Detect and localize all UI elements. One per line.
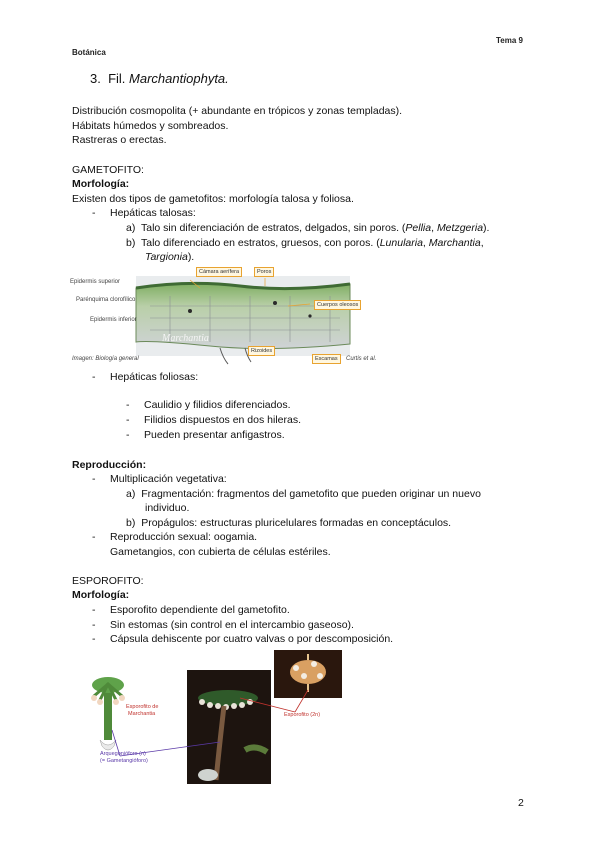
label-parenquima: Parénquima clorofílico	[76, 297, 136, 303]
reproduccion-sexual-note: Gametangios, con cubierta de células estériles.	[110, 546, 331, 558]
reproduccion-item-a: a) Fragmentación: fragmentos del gametofito que pueden originar un nuevo	[126, 488, 481, 500]
talosas-item-a: a) Talo sin diferenciación de estratos, delgados, sin poros. (Pellia, Metzgeria).	[126, 222, 490, 234]
header-topic: Tema 9	[496, 36, 523, 45]
list-item: - Esporofito dependiente del gametofito.	[92, 604, 290, 616]
list-item: - Pueden presentar anfigastros.	[126, 429, 285, 441]
reproduccion-heading: Reproducción:	[72, 459, 147, 471]
list-item: - Hepáticas foliosas:	[92, 371, 199, 383]
list-item: - Multiplicación vegetativa:	[92, 473, 227, 485]
section-prefix: Fil.	[108, 71, 126, 86]
box-poros: Poros	[254, 267, 274, 277]
list-item: - Filidios dispuestos en dos hileras.	[126, 414, 301, 426]
archegoniophore-drawing	[91, 677, 125, 750]
gametofito-morfologia: Morfología:	[72, 178, 130, 190]
list-item: - Hepáticas talosas:	[92, 207, 196, 219]
figure1-credit-left: Imagen: Biología general	[72, 356, 139, 362]
box-rizoides: Rizoides	[248, 346, 275, 356]
list-item: - Reproducción sexual: oogamia.	[92, 531, 258, 543]
list-item: - Caulidio y filidios diferenciados.	[126, 399, 291, 411]
label-arquegonioforo: Arquegonióforo (n)	[100, 751, 146, 757]
figure1-credit-right: Curtis et al.	[346, 356, 377, 362]
esporofito-heading: ESPOROFITO:	[72, 575, 144, 587]
label-marchantia: Marchantia	[128, 711, 156, 717]
intro-line-2: Hábitats húmedos y sombreados.	[72, 120, 229, 132]
box-cuerpos-oleosos: Cuerpos oleosos	[314, 300, 361, 310]
label-esporofito-de: Esporofito de	[126, 704, 159, 710]
section-name: Marchantiophyta.	[129, 71, 229, 86]
talosas-label: Hepáticas talosas:	[110, 207, 196, 219]
label-epidermis-superior: Epidermis superior	[70, 279, 121, 285]
talosas-item-b: b) Talo diferenciado en estratos, gruesos, con poros. (Lunularia, Marchantia,	[126, 237, 484, 249]
reproduccion-item-a-cont: individuo.	[145, 502, 190, 514]
reproduccion-item-b: b) Propágulos: estructuras pluricelulares formadas en conceptáculos.	[126, 517, 452, 529]
section-title	[90, 71, 229, 86]
label-gametangioforo: (= Gametangióforo)	[100, 758, 148, 764]
figure1-caption: Marchantia	[162, 333, 209, 344]
talosas-item-b-cont: Targionia).	[145, 251, 195, 263]
marchantia-section-figure	[70, 266, 377, 366]
list-item: - Cápsula dehiscente por cuatro valvas o por descomposición.	[92, 633, 394, 645]
gametofito-types: Existen dos tipos de gametofitos: morfología talosa y foliosa.	[72, 193, 354, 205]
header-subject: Botánica	[72, 48, 106, 57]
intro-line-1: Distribución cosmopolita (+ abundante en trópicos y zonas templadas).	[72, 105, 403, 117]
label-epidermis-inferior: Epidermis inferior	[90, 317, 137, 323]
page-number: 2	[518, 797, 524, 809]
label-esporofito-2n: Esporofito (2n)	[284, 712, 321, 718]
intro-line-3: Rastreras o erectas.	[72, 134, 167, 146]
foliosas-label: Hepáticas foliosas:	[110, 371, 199, 383]
box-escamas: Escamas	[312, 354, 341, 364]
section-number: 3.	[90, 71, 101, 86]
gametofito-heading: GAMETOFITO:	[72, 164, 144, 176]
esporofito-figure	[90, 650, 350, 785]
box-camara-aerifera: Cámara aerífera	[196, 267, 242, 277]
list-item: - Sin estomas (sin control en el intercambio gaseoso).	[92, 619, 354, 631]
esporofito-morfologia: Morfología:	[72, 589, 130, 601]
